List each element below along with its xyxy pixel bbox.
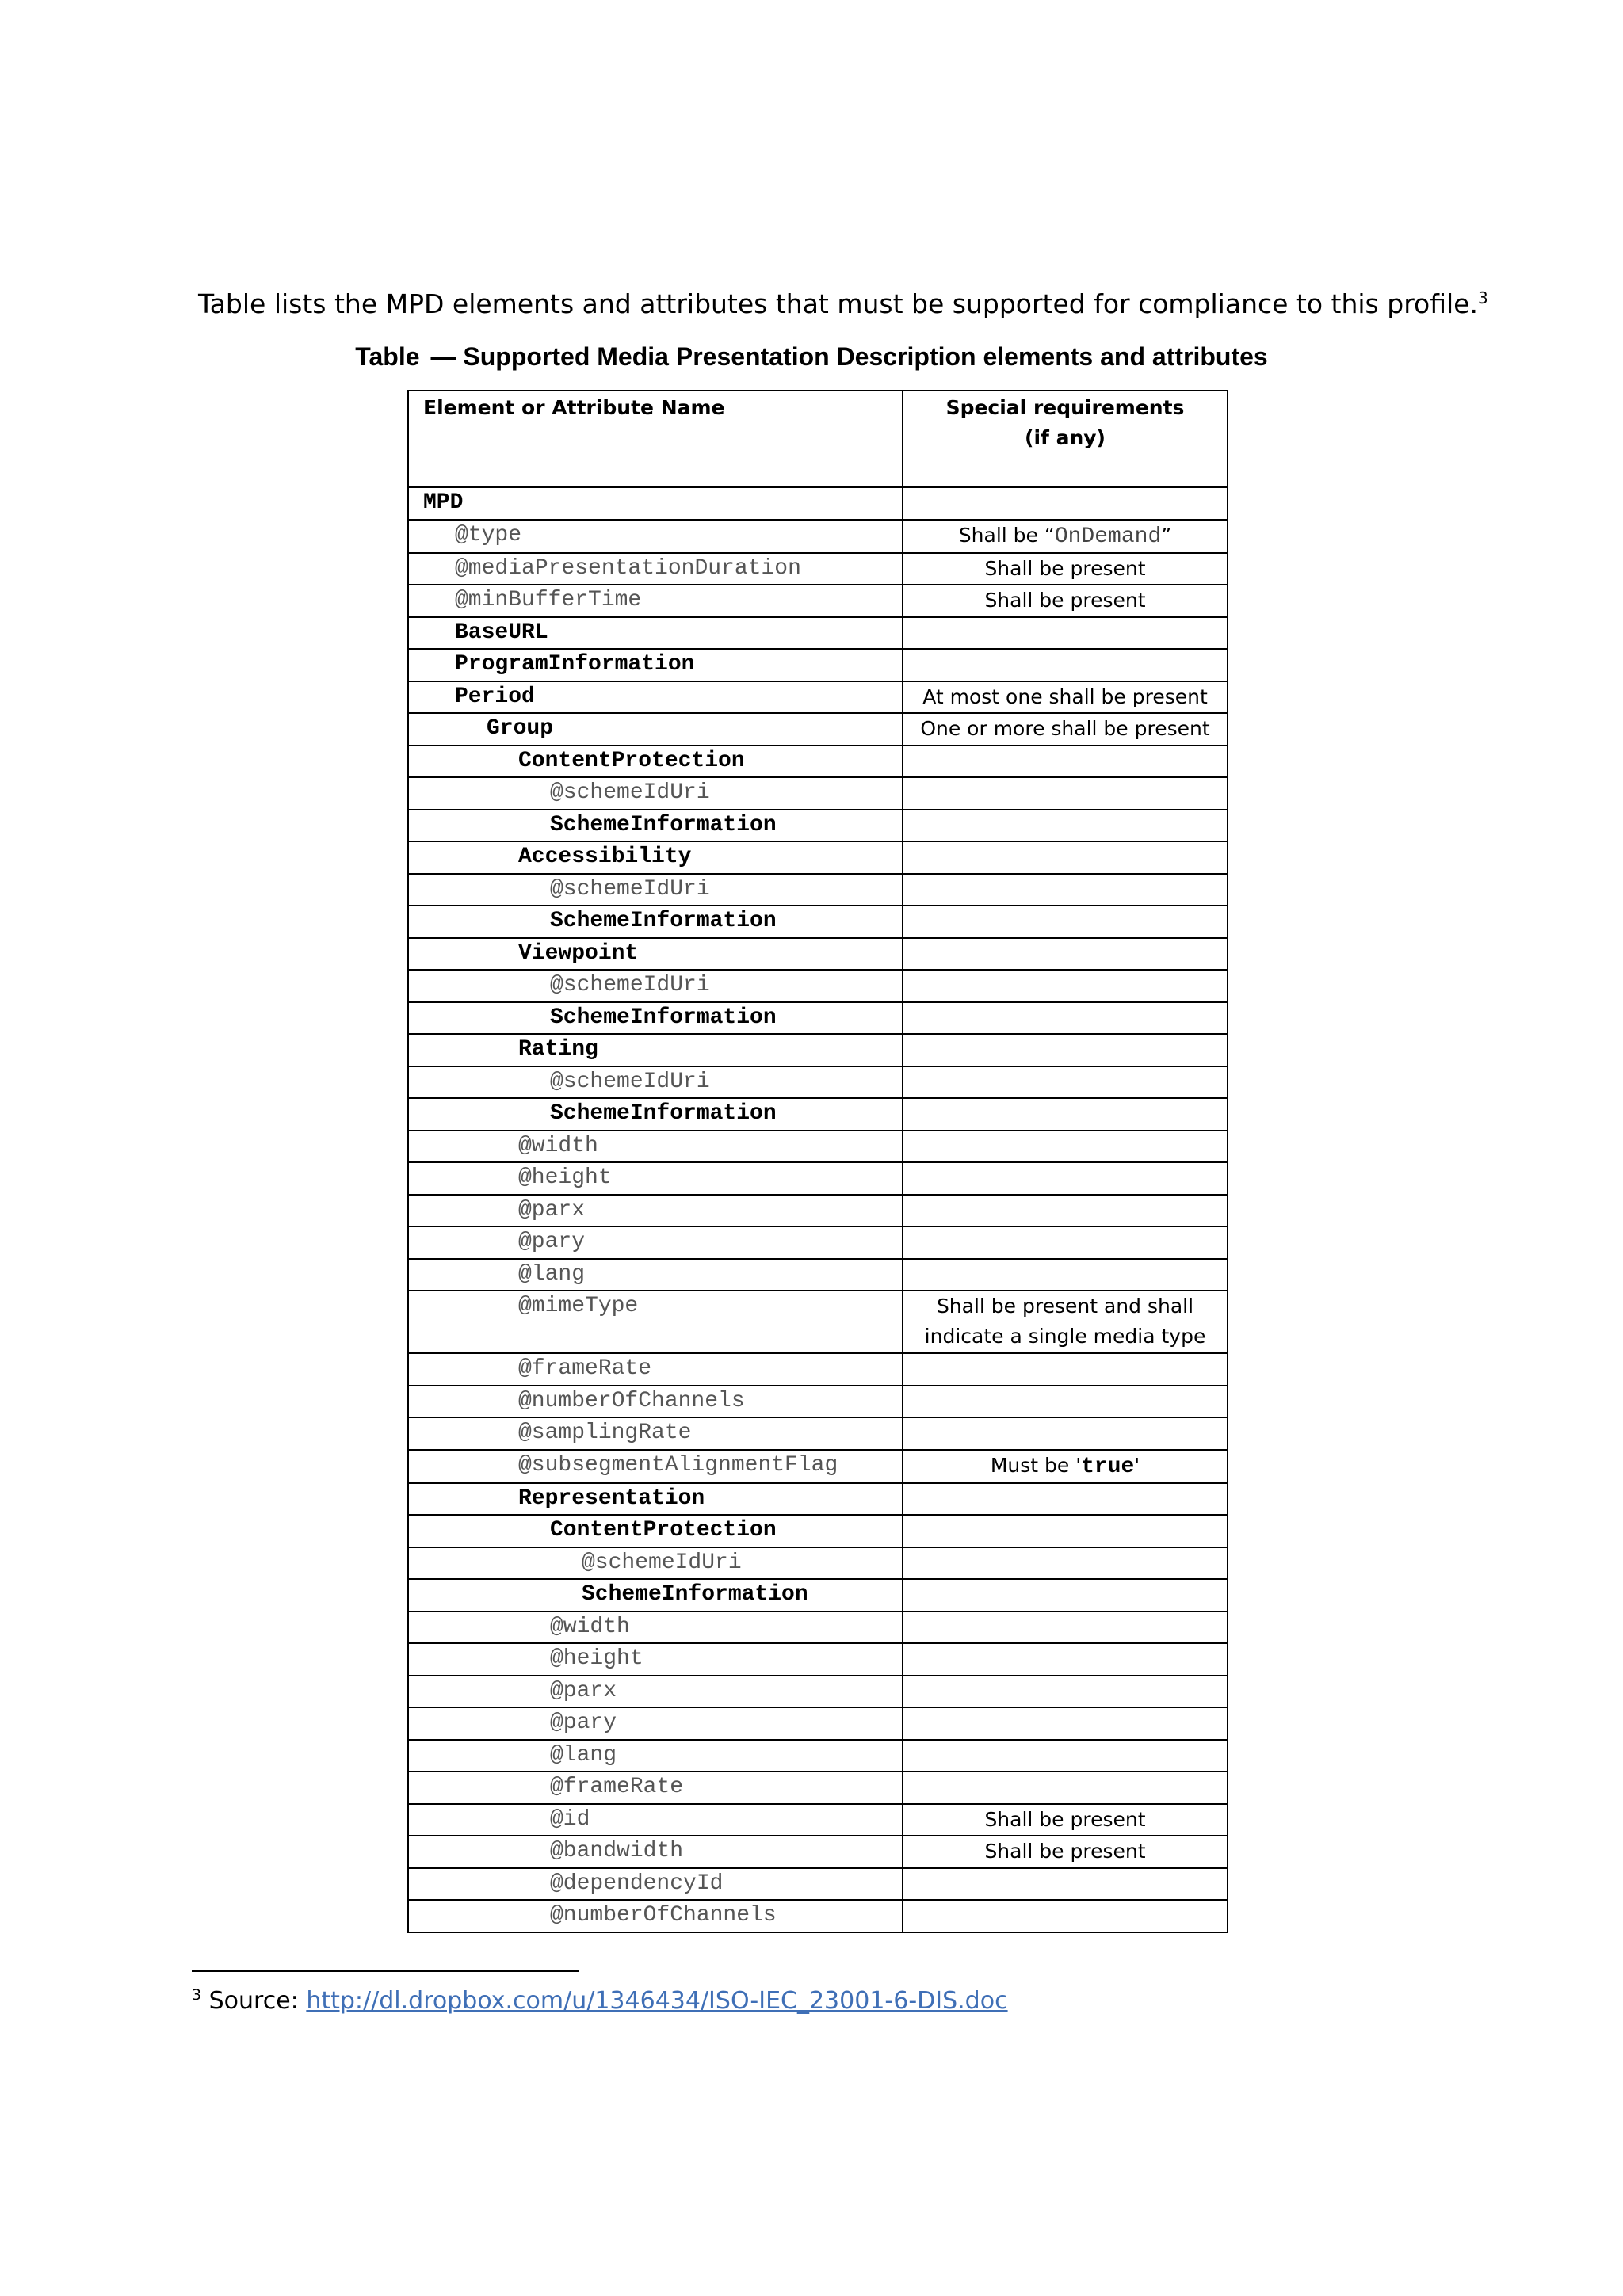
- row-name: Viewpoint: [518, 940, 639, 966]
- row-requirement: Shall be “OnDemand”: [958, 523, 1172, 549]
- row-name: @numberOfChannels: [518, 1388, 745, 1413]
- table-row: [408, 1740, 1228, 1772]
- row-name: @pary: [550, 1711, 617, 1735]
- row-name: BaseURL: [455, 620, 548, 645]
- table-row: [408, 1707, 1228, 1740]
- table-row: [408, 777, 1228, 810]
- footnote-reference[interactable]: 3: [1477, 288, 1488, 307]
- row-name: @frameRate: [550, 1775, 684, 1799]
- table-row: [408, 487, 1228, 520]
- requirement-cell: [903, 874, 1228, 906]
- requirement-cell: [903, 1291, 1228, 1353]
- header-req-line1: Special requirements: [945, 396, 1185, 419]
- row-name: Accessibility: [518, 845, 692, 869]
- requirement-cell: [903, 1353, 1228, 1386]
- table-row: [408, 681, 1228, 714]
- element-name-cell: [408, 681, 903, 714]
- footnote-divider: [192, 1970, 579, 1972]
- requirement-cell: [903, 585, 1228, 617]
- requirement-cell: [903, 1034, 1228, 1066]
- footnote: [192, 1985, 1008, 2017]
- requirement-cell: [903, 520, 1228, 553]
- row-name: @parx: [550, 1678, 617, 1703]
- row-name: Representation: [518, 1486, 705, 1511]
- header-requirements: [903, 391, 1228, 487]
- requirement-cell: [903, 1740, 1228, 1772]
- row-name: @height: [518, 1165, 612, 1190]
- row-name: @width: [550, 1614, 630, 1639]
- row-name: Rating: [518, 1037, 598, 1062]
- table-row: [408, 617, 1228, 650]
- row-name: @schemeIdUri: [550, 1069, 710, 1094]
- element-name-cell: [408, 713, 903, 746]
- attribute-name-cell: [408, 874, 903, 906]
- attribute-name-cell: [408, 1291, 903, 1353]
- requirement-cell: [903, 1131, 1228, 1163]
- row-name: @schemeIdUri: [550, 973, 710, 997]
- requirement-cell: [903, 1515, 1228, 1547]
- table-row: [408, 1162, 1228, 1195]
- row-name: MPD: [423, 490, 464, 515]
- requirement-cell: [903, 1547, 1228, 1580]
- requirement-cell: [903, 487, 1228, 520]
- element-name-cell: [408, 649, 903, 681]
- table-row: [408, 585, 1228, 617]
- attribute-name-cell: [408, 1259, 903, 1291]
- caption-label: Table: [355, 342, 420, 371]
- row-name: Group: [487, 716, 554, 741]
- requirement-cell: [903, 810, 1228, 842]
- table-row: [408, 1547, 1228, 1580]
- requirement-cell: [903, 777, 1228, 810]
- requirement-cell: [903, 1643, 1228, 1676]
- requirement-cell: [903, 1836, 1228, 1868]
- requirement-cell: [903, 1066, 1228, 1099]
- table-row: [408, 1353, 1228, 1386]
- row-name: @subsegmentAlignmentFlag: [518, 1452, 838, 1478]
- requirement-cell: [903, 746, 1228, 778]
- table-row: [408, 1034, 1228, 1066]
- row-requirement: Shall be present and shall: [936, 1295, 1194, 1318]
- table-row: [408, 1450, 1228, 1483]
- table-row: [408, 1483, 1228, 1516]
- requirement-cell: [903, 1868, 1228, 1901]
- table-row: [408, 906, 1228, 938]
- element-name-cell: [408, 487, 903, 520]
- row-name: @frameRate: [518, 1356, 652, 1381]
- row-name: @minBufferTime: [455, 588, 642, 612]
- table-row: [408, 874, 1228, 906]
- table-row: [408, 970, 1228, 1002]
- header-name-label: Element or Attribute Name: [423, 396, 725, 419]
- row-name: @lang: [550, 1742, 617, 1768]
- footnote-number: 3: [192, 1986, 202, 2004]
- element-name-cell: [408, 841, 903, 874]
- row-name: @width: [518, 1133, 598, 1158]
- requirement-cell: [903, 1772, 1228, 1804]
- attribute-name-cell: [408, 1417, 903, 1450]
- table-row: [408, 553, 1228, 585]
- table-row: [408, 1291, 1228, 1353]
- row-name: SchemeInformation: [550, 1101, 777, 1126]
- requirement-cell: [903, 1386, 1228, 1418]
- requirement-cell: [903, 1195, 1228, 1227]
- table-row: [408, 1226, 1228, 1259]
- row-requirement: Shall be present: [984, 1807, 1146, 1831]
- row-requirement: Must be 'true': [990, 1453, 1140, 1479]
- table-row: [408, 938, 1228, 971]
- element-name-cell: [408, 1579, 903, 1611]
- attribute-name-cell: [408, 1707, 903, 1740]
- element-name-cell: [408, 1034, 903, 1066]
- row-name: @mediaPresentationDuration: [455, 555, 801, 581]
- row-name: @samplingRate: [518, 1421, 692, 1445]
- row-name: @type: [455, 522, 522, 547]
- row-name: ContentProtection: [550, 1518, 777, 1543]
- row-requirement: Shall be present: [984, 589, 1146, 612]
- table-row: [408, 649, 1228, 681]
- row-name: @parx: [518, 1197, 586, 1222]
- attribute-name-cell: [408, 1131, 903, 1163]
- attribute-name-cell: [408, 1804, 903, 1836]
- mpd-elements-table: [407, 390, 1228, 1933]
- row-name: @pary: [518, 1230, 586, 1254]
- row-name: @numberOfChannels: [550, 1903, 777, 1928]
- attribute-name-cell: [408, 1900, 903, 1932]
- requirement-cell: [903, 713, 1228, 746]
- table-row: [408, 713, 1228, 746]
- table-row: [408, 1676, 1228, 1708]
- intro-text: Table lists the MPD elements and attributes that must be supported for compliance to this profile.: [198, 288, 1478, 319]
- requirement-cell: [903, 1483, 1228, 1516]
- table-row: [408, 1386, 1228, 1418]
- row-name: @lang: [518, 1261, 586, 1287]
- table-row: [408, 810, 1228, 842]
- element-name-cell: [408, 810, 903, 842]
- row-name: @schemeIdUri: [550, 876, 710, 902]
- row-requirement: Shall be present: [984, 1840, 1146, 1863]
- element-name-cell: [408, 1483, 903, 1516]
- element-name-cell: [408, 1098, 903, 1131]
- row-name: SchemeInformation: [550, 812, 777, 837]
- attribute-name-cell: [408, 1868, 903, 1901]
- attribute-name-cell: [408, 1772, 903, 1804]
- intro-paragraph: [198, 287, 1488, 322]
- table-caption: [0, 339, 1623, 374]
- requirement-cell: [903, 938, 1228, 971]
- attribute-name-cell: [408, 1740, 903, 1772]
- requirement-cell: [903, 1226, 1228, 1259]
- row-requirement: At most one shall be present: [922, 685, 1208, 708]
- attribute-name-cell: [408, 970, 903, 1002]
- attribute-name-cell: [408, 1836, 903, 1868]
- table-row: [408, 1804, 1228, 1836]
- table-row: [408, 1772, 1228, 1804]
- table-header-row: [408, 391, 1228, 487]
- attribute-name-cell: [408, 1676, 903, 1708]
- requirement-cell: [903, 906, 1228, 938]
- requirement-cell: [903, 970, 1228, 1002]
- row-name: @schemeIdUri: [550, 780, 710, 805]
- attribute-name-cell: [408, 1066, 903, 1099]
- attribute-name-cell: [408, 585, 903, 617]
- caption-title: — Supported Media Presentation Description elements and attributes: [430, 342, 1268, 371]
- requirement-cell: [903, 1676, 1228, 1708]
- table-row: [408, 841, 1228, 874]
- element-name-cell: [408, 1002, 903, 1035]
- table-row: [408, 1417, 1228, 1450]
- element-name-cell: [408, 906, 903, 938]
- table-row: [408, 520, 1228, 553]
- row-name: Period: [455, 684, 535, 709]
- requirement-cell: [903, 649, 1228, 681]
- row-requirement-line2: indicate a single media type: [924, 1325, 1206, 1348]
- table-row: [408, 1131, 1228, 1163]
- row-requirement: One or more shall be present: [920, 717, 1210, 740]
- table-row: [408, 1868, 1228, 1901]
- row-name: @schemeIdUri: [582, 1550, 742, 1575]
- table-row: [408, 1098, 1228, 1131]
- attribute-name-cell: [408, 777, 903, 810]
- header-req-line2: (if any): [1025, 426, 1106, 449]
- header-name: [408, 391, 903, 487]
- requirement-cell: [903, 1707, 1228, 1740]
- table-row: [408, 1643, 1228, 1676]
- requirement-cell: [903, 1098, 1228, 1131]
- row-name: SchemeInformation: [550, 1005, 777, 1030]
- attribute-name-cell: [408, 553, 903, 585]
- row-name: SchemeInformation: [550, 909, 777, 933]
- requirement-cell: [903, 1002, 1228, 1035]
- element-name-cell: [408, 1515, 903, 1547]
- row-name: SchemeInformation: [582, 1582, 808, 1607]
- footnote-label: Source:: [208, 1987, 299, 2015]
- requirement-cell: [903, 1162, 1228, 1195]
- requirement-cell: [903, 1804, 1228, 1836]
- table-row: [408, 1836, 1228, 1868]
- requirement-cell: [903, 1611, 1228, 1644]
- attribute-name-cell: [408, 1195, 903, 1227]
- attribute-name-cell: [408, 1162, 903, 1195]
- row-requirement: Shall be present: [984, 556, 1146, 580]
- requirement-cell: [903, 1259, 1228, 1291]
- requirement-cell: [903, 553, 1228, 585]
- table-row: [408, 1611, 1228, 1644]
- requirement-cell: [903, 1417, 1228, 1450]
- attribute-name-cell: [408, 520, 903, 553]
- row-name: @bandwidth: [550, 1839, 684, 1863]
- attribute-name-cell: [408, 1547, 903, 1580]
- table-row: [408, 1002, 1228, 1035]
- requirement-cell: [903, 1450, 1228, 1483]
- attribute-name-cell: [408, 1450, 903, 1483]
- table-row: [408, 1900, 1228, 1932]
- table-row: [408, 1515, 1228, 1547]
- table-row: [408, 1195, 1228, 1227]
- table-row: [408, 1579, 1228, 1611]
- attribute-name-cell: [408, 1643, 903, 1676]
- table-row: [408, 746, 1228, 778]
- element-name-cell: [408, 617, 903, 650]
- requirement-cell: [903, 617, 1228, 650]
- row-name: ContentProtection: [518, 748, 745, 773]
- element-name-cell: [408, 746, 903, 778]
- requirement-cell: [903, 1579, 1228, 1611]
- requirement-cell: [903, 841, 1228, 874]
- requirement-cell: [903, 681, 1228, 714]
- element-name-cell: [408, 938, 903, 971]
- requirement-cell: [903, 1900, 1228, 1932]
- row-name: ProgramInformation: [455, 652, 695, 677]
- attribute-name-cell: [408, 1353, 903, 1386]
- table-row: [408, 1259, 1228, 1291]
- row-name: @height: [550, 1646, 643, 1671]
- row-name: @id: [550, 1806, 590, 1832]
- row-name: @mimeType: [518, 1294, 639, 1318]
- attribute-name-cell: [408, 1386, 903, 1418]
- footnote-link[interactable]: http://dl.dropbox.com/u/1346434/ISO-IEC_23001-6-DIS.doc: [306, 1987, 1008, 2015]
- row-name: @dependencyId: [550, 1871, 724, 1896]
- attribute-name-cell: [408, 1226, 903, 1259]
- table-row: [408, 1066, 1228, 1099]
- attribute-name-cell: [408, 1611, 903, 1644]
